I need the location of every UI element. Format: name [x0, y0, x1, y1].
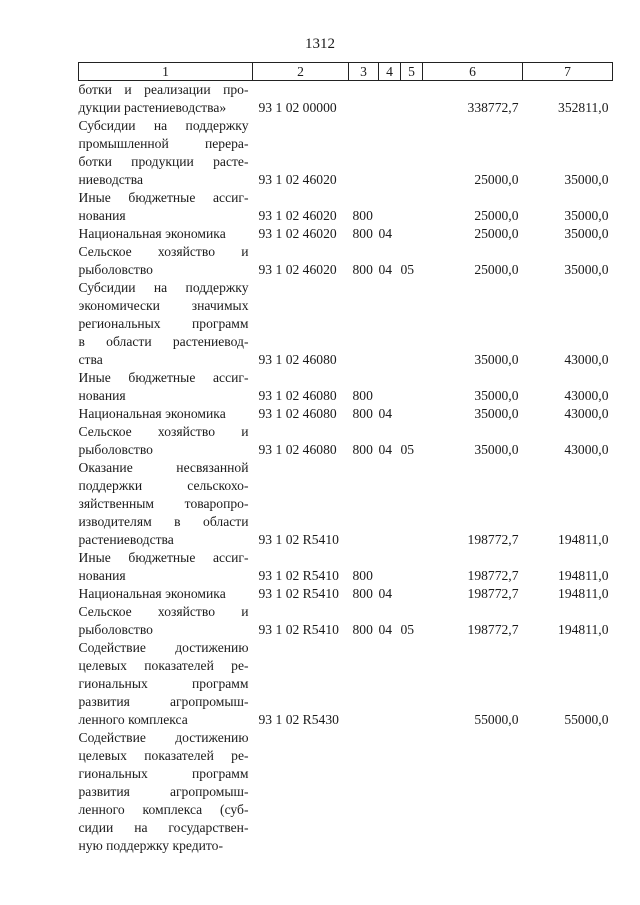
table-row — [79, 81, 613, 118]
table-row — [79, 369, 613, 405]
table-row — [79, 603, 613, 639]
row-code: 93 1 02 46020 — [258, 226, 337, 241]
row-name — [79, 459, 253, 549]
row-code: 93 1 02 46020 — [258, 208, 337, 223]
row-name-line: поддержки сельскохо- — [78, 478, 249, 493]
row-name-line: ную поддержку кредито- — [78, 838, 223, 853]
table-row — [79, 243, 613, 279]
row-name — [79, 549, 253, 585]
row-col-7: 55000,0 — [564, 712, 609, 727]
row-col-4 — [379, 189, 401, 225]
row-name-line: Сельское хозяйство и — [78, 604, 249, 619]
row-col-7: 43000,0 — [564, 388, 609, 403]
table-row — [79, 117, 613, 189]
row-name — [79, 585, 253, 603]
row-name-line: сидии на государствен- — [78, 820, 249, 835]
row-name-line: в области растениевод- — [78, 334, 249, 349]
row-col-6: 25000,0 — [474, 172, 519, 187]
table-row — [79, 189, 613, 225]
row-col-7: 35000,0 — [564, 208, 609, 223]
row-col-6: 35000,0 — [474, 388, 519, 403]
row-col-3: 800 — [352, 586, 373, 601]
row-name — [79, 225, 253, 243]
row-code: 93 1 02 46080 — [258, 352, 337, 367]
row-col-5: 05 — [400, 262, 415, 277]
table-header — [79, 63, 613, 81]
row-col-4 — [379, 81, 401, 118]
row-col-6: 35000,0 — [474, 352, 519, 367]
row-name-line: Содействие достижению — [78, 640, 249, 655]
row-col-3: 800 — [352, 406, 373, 421]
table-row — [79, 405, 613, 423]
row-name-line: ства — [78, 352, 103, 367]
row-col-5: 05 — [400, 442, 415, 457]
row-code — [253, 729, 349, 855]
header-col-5: 5 — [401, 63, 423, 81]
row-col-4 — [379, 639, 401, 729]
row-code: 93 1 02 46020 — [258, 172, 337, 187]
table-row — [79, 279, 613, 369]
row-name-line: ботки и реализации про- — [78, 82, 249, 97]
row-col-4: 04 — [378, 262, 393, 277]
row-col-5 — [401, 459, 423, 549]
row-col-7: 194811,0 — [558, 586, 609, 601]
row-name-line: Оказание несвязанной — [78, 460, 249, 475]
row-name-line: растениеводства — [78, 532, 174, 547]
row-col-3 — [349, 729, 379, 855]
page-number: 1312 — [305, 36, 335, 52]
row-name — [79, 369, 253, 405]
row-name — [79, 117, 253, 189]
row-name-line: Содействие достижению — [78, 730, 249, 745]
row-name-line: Субсидии на поддержку — [78, 118, 249, 133]
row-code: 93 1 02 R5410 — [258, 586, 339, 601]
table-row — [79, 729, 613, 855]
row-col-3 — [349, 639, 379, 729]
row-name-line: Иные бюджетные ассиг- — [78, 190, 249, 205]
row-col-6: 55000,0 — [474, 712, 519, 727]
row-col-3: 800 — [352, 622, 373, 637]
row-col-7: 352811,0 — [558, 100, 609, 115]
row-col-3: 800 — [352, 388, 373, 403]
row-col-3 — [349, 117, 379, 189]
row-col-6: 198772,7 — [467, 532, 519, 547]
row-col-5 — [401, 585, 423, 603]
row-name — [79, 639, 253, 729]
row-col-7: 43000,0 — [564, 406, 609, 421]
row-col-6: 25000,0 — [474, 226, 519, 241]
row-name — [79, 603, 253, 639]
row-col-5 — [401, 729, 423, 855]
row-col-5 — [401, 639, 423, 729]
table-row — [79, 423, 613, 459]
row-name — [79, 729, 253, 855]
row-name-line: дукции растениеводства» — [78, 100, 227, 115]
row-name-line: Иные бюджетные ассиг- — [78, 550, 249, 565]
row-col-6 — [423, 729, 523, 855]
row-name-line: Сельское хозяйство и — [78, 244, 249, 259]
row-col-3: 800 — [352, 226, 373, 241]
row-name-line: рыболовство — [78, 262, 153, 277]
row-name — [79, 279, 253, 369]
row-col-5 — [401, 405, 423, 423]
row-col-5 — [401, 369, 423, 405]
row-name-line: ботки продукции расте- — [78, 154, 249, 169]
row-col-3: 800 — [352, 568, 373, 583]
row-name-line: нования — [78, 388, 126, 403]
row-col-4 — [379, 369, 401, 405]
row-col-7: 194811,0 — [558, 622, 609, 637]
row-col-3: 800 — [352, 208, 373, 223]
budget-table — [78, 62, 613, 855]
row-col-7: 43000,0 — [564, 352, 609, 367]
row-name-line: Сельское хозяйство и — [78, 424, 249, 439]
row-col-4: 04 — [378, 406, 393, 421]
row-col-7 — [523, 729, 613, 855]
row-col-5 — [401, 225, 423, 243]
row-col-6: 25000,0 — [474, 208, 519, 223]
row-col-3 — [349, 459, 379, 549]
row-col-4: 04 — [378, 226, 393, 241]
row-name-line: нования — [78, 208, 126, 223]
row-code: 93 1 02 46080 — [258, 406, 337, 421]
row-name-line: Субсидии на поддержку — [78, 280, 249, 295]
row-name-line: гиональных программ — [78, 676, 249, 691]
table-row — [79, 225, 613, 243]
row-col-6: 35000,0 — [474, 406, 519, 421]
row-col-6: 198772,7 — [467, 586, 519, 601]
row-col-5 — [401, 279, 423, 369]
row-code: 93 1 02 00000 — [258, 100, 337, 115]
table-row — [79, 585, 613, 603]
row-col-7: 43000,0 — [564, 442, 609, 457]
header-col-6: 6 — [423, 63, 523, 81]
row-name-line: развития агропромыш- — [78, 784, 249, 799]
row-col-5 — [401, 549, 423, 585]
row-name-line: целевых показателей ре- — [78, 658, 249, 673]
row-col-6: 338772,7 — [467, 100, 519, 115]
row-name-line: рыболовство — [78, 442, 153, 457]
row-code: 93 1 02 R5410 — [258, 532, 339, 547]
row-name — [79, 423, 253, 459]
row-name-line: развития агропромыш- — [78, 694, 249, 709]
row-name-line: ленного комплекса (суб- — [78, 802, 249, 817]
table-body — [79, 81, 613, 856]
row-col-5: 05 — [400, 622, 415, 637]
row-col-3: 800 — [352, 442, 373, 457]
row-col-6: 198772,7 — [467, 568, 519, 583]
row-name — [79, 81, 253, 118]
row-col-6: 35000,0 — [474, 442, 519, 457]
row-col-4 — [379, 279, 401, 369]
row-code: 93 1 02 R5410 — [258, 568, 339, 583]
row-code: 93 1 02 46080 — [258, 442, 337, 457]
row-col-7: 35000,0 — [564, 262, 609, 277]
row-name-line: изводителям в области — [78, 514, 249, 529]
row-name-line: экономически значимых — [78, 298, 249, 313]
row-name-line: гиональных программ — [78, 766, 249, 781]
table-row — [79, 639, 613, 729]
row-name-line: ниеводства — [78, 172, 143, 187]
row-col-4 — [379, 117, 401, 189]
row-col-3 — [349, 81, 379, 118]
row-name — [79, 243, 253, 279]
row-col-6: 198772,7 — [467, 622, 519, 637]
row-col-4: 04 — [378, 442, 393, 457]
row-col-4 — [379, 549, 401, 585]
row-name-line: Иные бюджетные ассиг- — [78, 370, 249, 385]
header-row — [79, 63, 613, 81]
row-col-7: 194811,0 — [558, 532, 609, 547]
row-col-6: 25000,0 — [474, 262, 519, 277]
row-name-line: рыболовство — [78, 622, 153, 637]
row-col-4 — [379, 729, 401, 855]
row-name-line: региональных программ — [78, 316, 249, 331]
row-col-5 — [401, 189, 423, 225]
row-col-5 — [401, 117, 423, 189]
row-col-3 — [349, 279, 379, 369]
row-name-line: Национальная экономика — [78, 226, 226, 241]
row-col-3: 800 — [352, 262, 373, 277]
row-col-4 — [379, 459, 401, 549]
table-row — [79, 549, 613, 585]
header-col-1: 1 — [79, 63, 253, 81]
row-col-7: 35000,0 — [564, 226, 609, 241]
row-name-line: Национальная экономика — [78, 586, 226, 601]
row-col-4: 04 — [378, 622, 393, 637]
row-name — [79, 405, 253, 423]
row-name-line: Национальная экономика — [78, 406, 226, 421]
table-row — [79, 459, 613, 549]
row-name — [79, 189, 253, 225]
header-col-2: 2 — [253, 63, 349, 81]
row-code: 93 1 02 R5430 — [258, 712, 339, 727]
row-col-4: 04 — [378, 586, 393, 601]
header-col-7: 7 — [523, 63, 613, 81]
row-col-7: 35000,0 — [564, 172, 609, 187]
row-name-line: ленного комплекса — [78, 712, 188, 727]
header-col-3: 3 — [349, 63, 379, 81]
header-col-4: 4 — [379, 63, 401, 81]
row-code: 93 1 02 46080 — [258, 388, 337, 403]
row-name-line: зяйственным товаропро- — [78, 496, 249, 511]
row-name-line: промышленной перера- — [78, 136, 249, 151]
row-name-line: целевых показателей ре- — [78, 748, 249, 763]
row-code: 93 1 02 R5410 — [258, 622, 339, 637]
row-col-5 — [401, 81, 423, 118]
row-col-7: 194811,0 — [558, 568, 609, 583]
row-code: 93 1 02 46020 — [258, 262, 337, 277]
row-name-line: нования — [78, 568, 126, 583]
